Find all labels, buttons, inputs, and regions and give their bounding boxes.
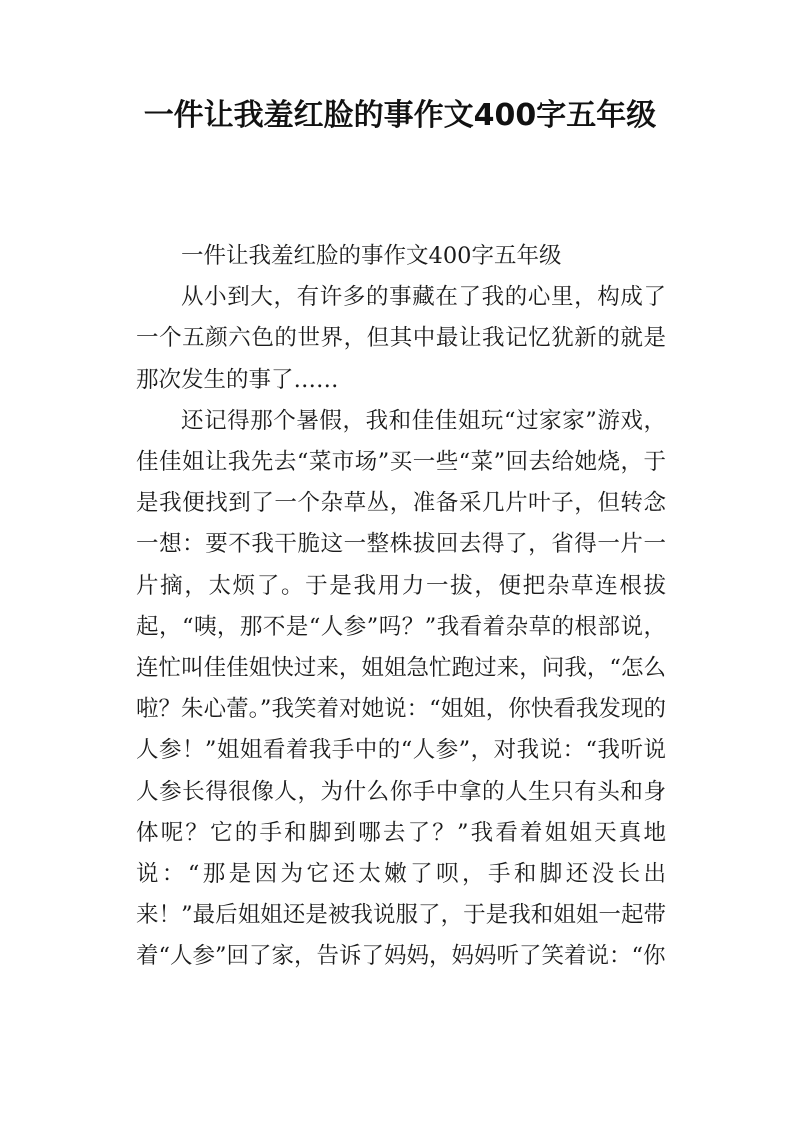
document-body [136,236,666,978]
paragraph-intro: 从小到大，有许多的事藏在了我的心里，构成了一个五颜六色的世界，但其中最让我记忆犹新的就是那次发生的事了…… [136,284,666,393]
paragraph-subtitle: 一件让我羞红脸的事作文400字五年级 [181,243,562,269]
paragraph-story: 还记得那个暑假，我和佳佳姐玩“过家家”游戏，佳佳姐让我先去“菜市场”买一些“菜”回去给她烧，于是我便找到了一个杂草丛，准备采几片叶子，但转念一想：要不我干脆这一整株拔回去得了，省得一片一片摘，太烦了。于是我用力一拔，便把杂草连根拔起，“咦，那不是“人参”吗？”我看着杂草的根部说，连忙叫佳佳姐快过来，姐姐急忙跑过来，问我，“怎么啦？朱心蕾。”我笑着对她说：“姐姐，你快看我发现的人参！”姐姐看着我手中的“人参”，对我说：“我听说人参长得很像人，为什么你手中拿的人生只有头和身体呢？它的手和脚到哪去了？”我看着姐姐天真地说：“那是因为它还太嫩了呗，手和脚还没长出来！”最后姐姐还是被我说服了，于是我和姐姐一起带着“人参”回了家，告诉了妈妈，妈妈听了笑着说：“你 [136,407,666,970]
document-title: 一件让我羞红脸的事作文400字五年级 [143,98,657,133]
